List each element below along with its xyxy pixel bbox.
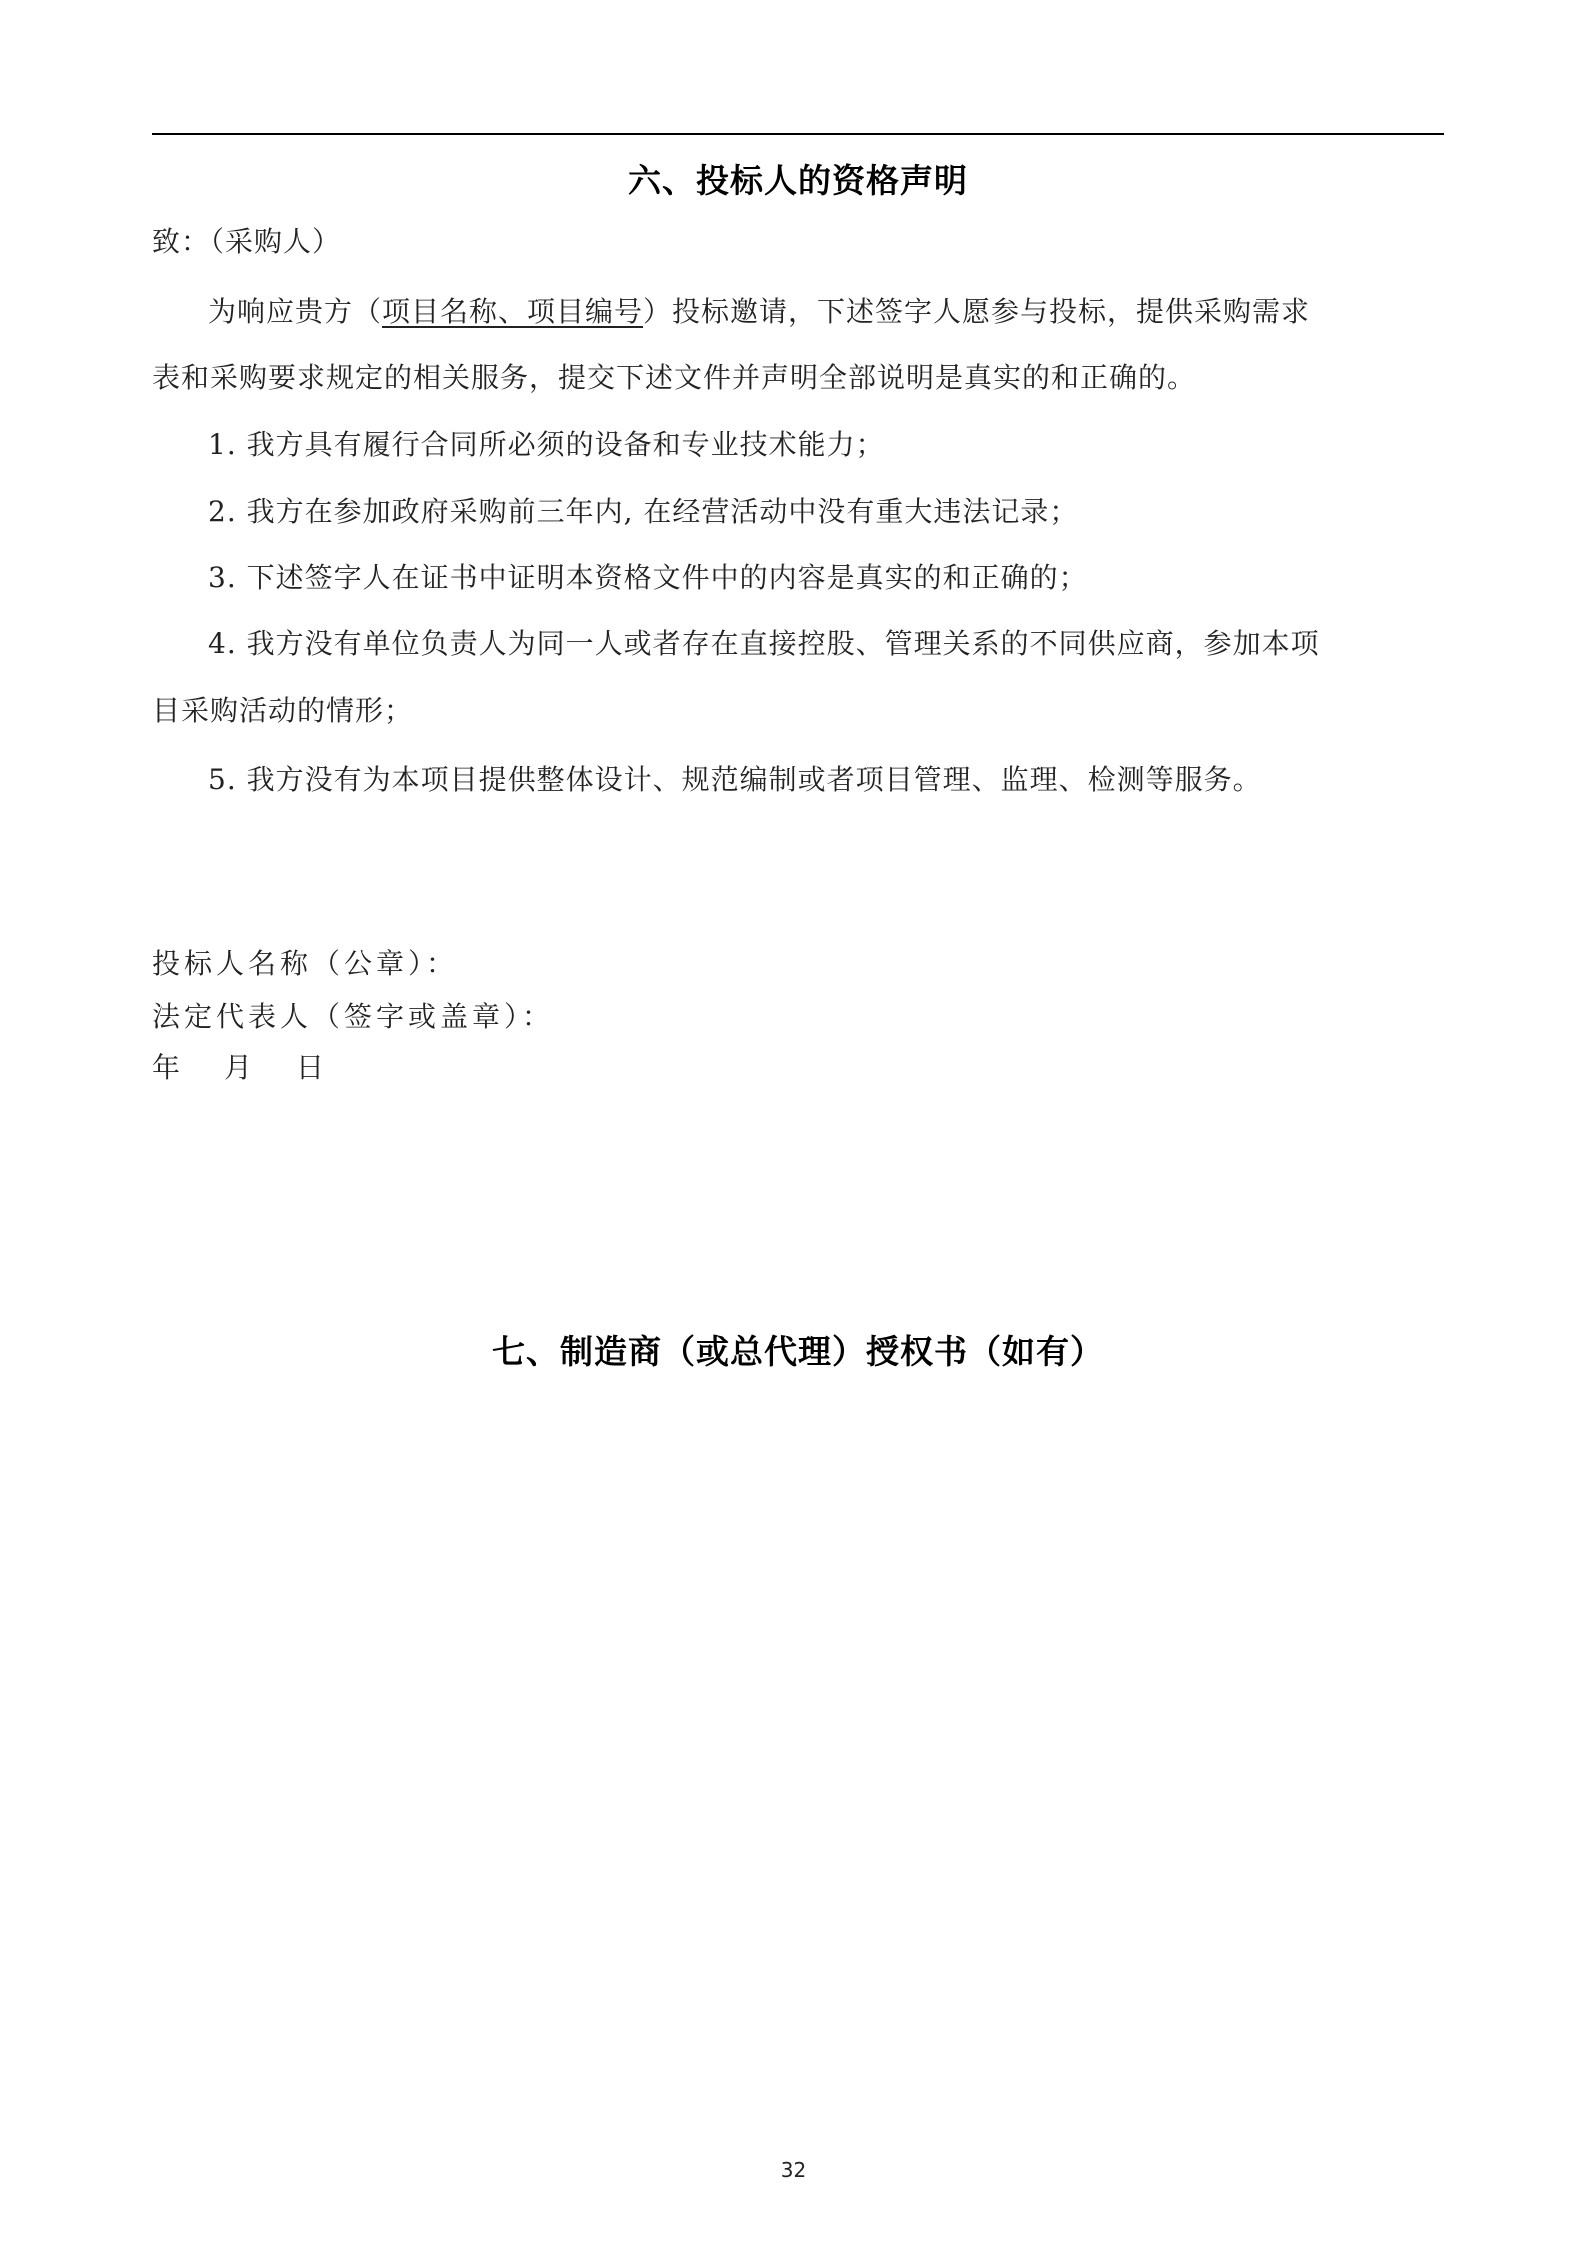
page-number: 32 [780, 2158, 807, 2182]
intro-suffix: ）投标邀请，下述签字人愿参与投标，提供采购需求 [643, 295, 1311, 328]
date-field [152, 1048, 1444, 1088]
declaration-item-1: 1. 我方具有履行合同所必须的设备和专业技术能力； [208, 428, 885, 461]
declaration-item-4-continuation: 目采购活动的情形； [152, 694, 414, 727]
declaration-item-4: 4. 我方没有单位负责人为同一人或者存在直接控股、管理关系的不同供应商，参加本项 [208, 627, 1320, 660]
intro-prefix: 为响应贵方（ [208, 295, 383, 328]
date-month-label: 月 [224, 1051, 257, 1084]
bidder-name-field: 投标人名称（公章）： [152, 947, 459, 980]
project-name-placeholder: 项目名称、项目编号 [382, 295, 644, 328]
declaration-item-5: 5. 我方没有为本项目提供整体设计、规范编制或者项目管理、监理、检测等服务。 [208, 763, 1262, 796]
declaration-item-2: 2. 我方在参加政府采购前三年内, 在经营活动中没有重大违法记录； [208, 495, 1079, 528]
intro-paragraph-line-1 [208, 292, 1444, 332]
addressee-line: 致：（采购人） [152, 225, 342, 258]
date-year-label: 年 [152, 1051, 185, 1084]
date-day-label: 日 [296, 1051, 329, 1084]
declaration-item-3: 3. 下述签字人在证书中证明本资格文件中的内容是真实的和正确的； [208, 561, 1088, 594]
header-rule [152, 133, 1444, 135]
legal-representative-field: 法定代表人（签字或盖章）： [152, 1000, 555, 1033]
section-7-title: 七、制造商（或总代理）授权书（如有） [492, 1332, 1104, 1371]
section-6-title: 六、投标人的资格声明 [628, 161, 968, 200]
intro-paragraph-line-2: 表和采购要求规定的相关服务，提交下述文件并声明全部说明是真实的和正确的。 [152, 361, 1197, 394]
